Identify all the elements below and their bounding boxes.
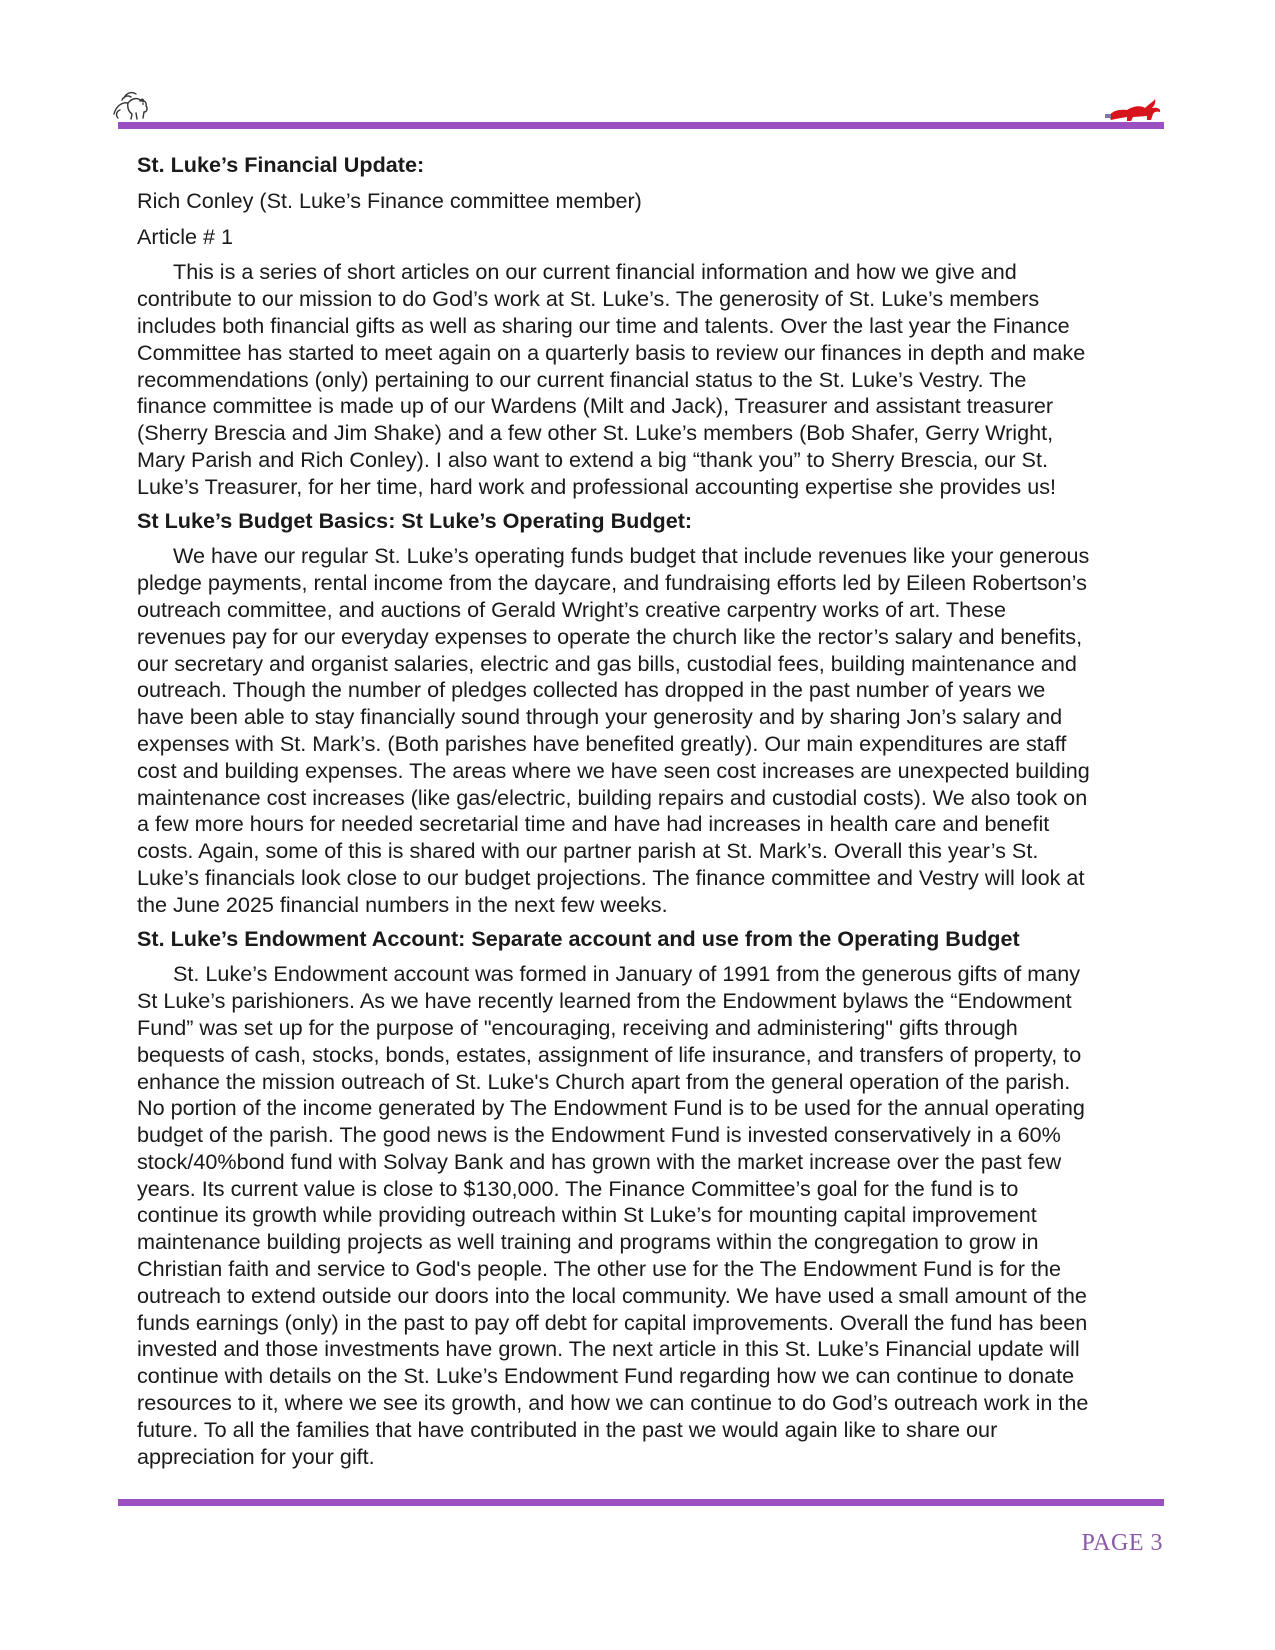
header-divider	[118, 122, 1164, 129]
operating-budget-paragraph: We have our regular St. Luke’s operating funds budget that include revenues like your generous pledge payments, rental income from the daycare, and fundraising efforts led by Eileen Robertson’s outreach committee, and auctions of Gerald Wright’s creative carpentry works of art. These revenues pay for our everyday expenses to operate the church like the rector’s salary and benefits, our secretary and organist salaries, electric and gas bills, custodial fees, building maintenance and outreach. Though the number of pledges collected has dropped in the past number of years we have been able to stay financially sound through your generosity and by sharing Jon’s salary and expenses with St. Mark’s. (Both parishes have benefited greatly). Our main expenditures are staff cost and building expenses. The areas where we have seen cost increases are unexpected building maintenance cost increases (like gas/electric, building repairs and custodial costs). We also took on a few more hours for needed secretarial time and have had increases in health care and benefit costs. Again, some of this is shared with our partner parish at St. Mark’s. Overall this year’s St. Luke’s financials look close to our budget projections. The finance committee and Vestry will look at the June 2025 financial numbers in the next few weeks.	[137, 543, 1090, 917]
footer-divider	[118, 1499, 1164, 1506]
article-byline: Rich Conley (St. Luke’s Finance committee member)	[137, 187, 642, 213]
section-heading-endowment: St. Luke’s Endowment Account: Separate account and use from the Operating Budget	[137, 925, 1020, 951]
red-ox-emblem-icon	[1103, 96, 1163, 122]
article-title: St. Luke’s Financial Update:	[137, 152, 425, 177]
article-body	[137, 152, 1152, 1477]
article-number: Article # 1	[137, 223, 234, 249]
lion-emblem-icon	[110, 88, 152, 122]
section-heading-operating-budget: St Luke’s Budget Basics: St Luke’s Operating Budget:	[137, 507, 693, 533]
intro-paragraph: This is a series of short articles on our current financial information and how we give and contribute to our mission to do God’s work at St. Luke’s. The generosity of St. Luke’s members includes both financial gifts as well as sharing our time and talents. Over the last year the Finance Committee has started to meet again on a quarterly basis to review our finances in depth and make recommendations (only) pertaining to our current financial status to the St. Luke’s Vestry. The finance committee is made up of our Wardens (Milt and Jack), Treasurer and assistant treasurer (Sherry Brescia and Jim Shake) and a few other St. Luke’s members (Bob Shafer, Gerry Wright, Mary Parish and Rich Conley). I also want to extend a big “thank you” to Sherry Brescia, our St. Luke’s Treasurer, for her time, hard work and professional accounting expertise she provides us!	[137, 259, 1086, 499]
endowment-paragraph: St. Luke’s Endowment account was formed in January of 1991 from the generous gifts of many St Luke’s parishioners. As we have recently learned from the Endowment bylaws the “Endowment Fund” was set up for the purpose of "encouraging, receiving and administering" gifts through bequests of cash, stocks, bonds, estates, assignment of life insurance, and transfers of property, to enhance the mission outreach of St. Luke's Church apart from the general operation of the parish. No portion of the income generated by The Endowment Fund is to be used for the annual operating budget of the parish. The good news is the Endowment Fund is invested conservatively in a 60% stock/40%bond fund with Solvay Bank and has grown with the market increase over the past few years. Its current value is close to $130,000. The Finance Committee’s goal for the fund is to continue its growth while providing outreach within St Luke’s for mounting capital improvement maintenance building projects as well training and programs within the congregation to grow in Christian faith and service to God's people. The other use for the The Endowment Fund is for the outreach to extend outside our doors into the local community. We have used a small amount of the funds earnings (only) in the past to pay off debt for capital improvements. Overall the fund has been invested and those investments have grown. The next article in this St. Luke’s Financial update will continue with details on the St. Luke’s Endowment Fund regarding how we can continue to donate resources to it, where we see its growth, and how we can continue to do God’s outreach work in the future. To all the families that have contributed in the past we would again like to share our appreciation for your gift.	[137, 961, 1089, 1469]
page-number: PAGE 3	[1081, 1530, 1163, 1556]
